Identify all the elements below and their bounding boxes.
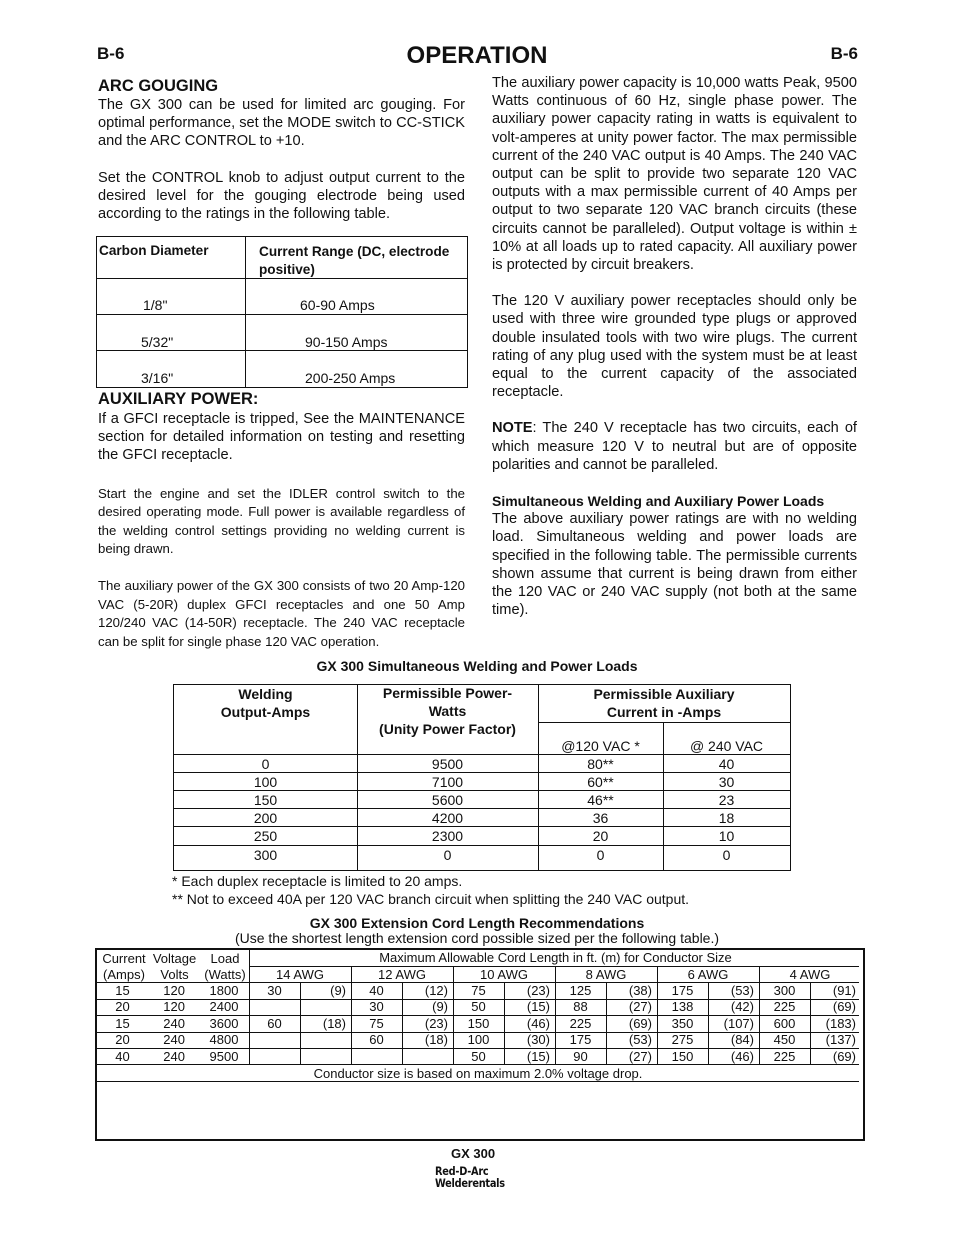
awg-header: 8 AWG <box>585 967 627 982</box>
ext-table-cell: (23) <box>424 1016 448 1031</box>
auxiliary-power-paragraph-3: The auxiliary power of the GX 300 consists of two 20 Amp-120 VAC (5-20R) duplex GFCI receptacles and one 50 Amp 120/240 VAC (14-50R) receptacle. The 240 VAC receptacle can be split for single phase 120 VAC operation. <box>98 577 465 649</box>
extension-cord-table <box>95 948 865 1141</box>
ext-table-cell: 90 <box>573 1049 588 1064</box>
current-header <box>100 951 148 983</box>
power-header-line: Permissible Power- <box>382 685 513 701</box>
ext-table-cell: 275 <box>671 1032 694 1047</box>
header-line: (Watts) <box>204 967 246 982</box>
ext-table-cell: 120 <box>163 999 185 1014</box>
power-header-line: Watts <box>428 703 467 719</box>
right-column <box>492 74 857 619</box>
header-line: Current <box>102 951 146 966</box>
ext-table-cell: 88 <box>573 999 588 1014</box>
power-header <box>357 684 538 738</box>
aux-header-line: Current in -Amps <box>606 704 722 720</box>
ext-table-cell: 300 <box>773 983 796 998</box>
current-120-cell: 60** <box>587 774 614 790</box>
ext-table-cell: (91) <box>832 983 856 998</box>
current-120-cell: 20 <box>592 828 609 844</box>
power-watts-cell: 7100 <box>431 774 464 790</box>
ext-table-cell: (46) <box>730 1049 754 1064</box>
arc-gouging-paragraph-1: The GX 300 can be used for limited arc gouging. For optimal performance, set the MODE switch to CC-STICK and the ARC CONTROL to +10. <box>98 97 465 150</box>
footer-model: GX 300 <box>451 1146 496 1161</box>
ext-table-cell: 40 <box>115 1049 130 1064</box>
auxiliary-power-section <box>98 389 465 651</box>
ext-table-cell: 240 <box>163 1032 185 1047</box>
ext-table-cell: 175 <box>671 983 694 998</box>
ext-table-cell: 240 <box>163 1016 185 1031</box>
current-120-cell: 0 <box>596 847 605 863</box>
power-watts-cell: 9500 <box>431 756 464 772</box>
awg-header: 10 AWG <box>480 967 528 982</box>
ext-table-cell: (15) <box>526 1049 550 1064</box>
ext-table-title: GX 300 Extension Cord Length Recommendations <box>309 915 645 931</box>
arc-gouging-paragraph-2: Set the CONTROL knob to adjust output current to the desired level for the gouging electrode being used according to the ratings in the following table. <box>98 169 465 223</box>
welding-amps-cell: 100 <box>253 774 278 790</box>
ext-table-cell: (46) <box>526 1016 550 1031</box>
ext-table-cell: (38) <box>628 983 652 998</box>
ext-table-cell: 225 <box>773 999 796 1014</box>
power-watts-cell: 0 <box>443 847 452 863</box>
ext-table-cell: 20 <box>115 1032 130 1047</box>
ext-table-cell: (69) <box>832 999 856 1014</box>
ext-table-cell: 175 <box>569 1032 592 1047</box>
ext-table-cell: 30 <box>267 983 282 998</box>
footnote-1: * Each duplex receptacle is limited to 20 amps. <box>172 873 463 889</box>
welding-amps-cell: 150 <box>253 792 278 808</box>
ext-table-cell: 75 <box>369 1016 384 1031</box>
ext-table-cell: (53) <box>730 983 754 998</box>
ext-table-cell: 150 <box>467 1016 490 1031</box>
note-label: NOTE <box>492 420 533 437</box>
current-240-cell: 0 <box>722 847 731 863</box>
ext-table-subtitle: (Use the shortest length extension cord possible sized per the following table.) <box>234 930 720 946</box>
ext-table-cell: 225 <box>569 1016 592 1031</box>
ext-table-cell: 2400 <box>209 999 239 1014</box>
diameter-cell: 1/8" <box>143 297 168 313</box>
ext-table-cell: (107) <box>723 1016 754 1031</box>
ext-table-cell: (18) <box>424 1032 448 1047</box>
current-range-header: Current Range (DC, electrode positive) <box>259 244 450 277</box>
carbon-diameter-header: Carbon Diameter <box>99 243 209 258</box>
arc-gouging-heading: ARC GOUGING <box>98 77 219 95</box>
ext-table-cell: (15) <box>526 999 550 1014</box>
ext-table-cell: 60 <box>267 1016 282 1031</box>
load-header <box>200 951 250 983</box>
aux-current-header <box>538 685 790 721</box>
carbon-diameter-table <box>96 236 468 388</box>
ext-table-cell: (69) <box>628 1016 652 1031</box>
auxiliary-power-paragraph-2: Start the engine and set the IDLER control switch to the desired operating mode. Full power is available regardless of the welding control settings providing no welding current is being drawn. <box>98 485 465 557</box>
max-length-header: Maximum Allowable Cord Length in ft. (m) for Conductor Size <box>379 950 732 965</box>
diameter-cell: 5/32" <box>141 334 174 350</box>
current-240-cell: 23 <box>718 792 735 808</box>
ext-table-cell: 138 <box>671 999 694 1014</box>
ext-table-cell: 120 <box>163 983 185 998</box>
header-line: (Amps) <box>103 967 145 982</box>
ext-table-cell: 15 <box>115 1016 130 1031</box>
ext-table-cell: 15 <box>115 983 130 998</box>
ext-table-cell: (183) <box>825 1016 856 1031</box>
ext-table-cell: (84) <box>730 1032 754 1047</box>
ext-table-cell: (27) <box>628 999 652 1014</box>
range-cell: 60-90 Amps <box>300 297 375 313</box>
ext-table-cell: 100 <box>467 1032 490 1047</box>
sim-table-title: GX 300 Simultaneous Welding and Power Loads <box>316 658 638 674</box>
ext-table-cell: 125 <box>569 983 592 998</box>
page-number-left: B-6 <box>97 44 125 63</box>
ext-table-cell: 75 <box>471 983 486 998</box>
red-d-arc-logo <box>435 1165 505 1189</box>
ext-table-cell: 240 <box>163 1049 185 1064</box>
auxiliary-power-heading: AUXILIARY POWER: <box>98 390 259 408</box>
current-240-cell: 30 <box>718 774 735 790</box>
ext-table-cell: (18) <box>322 1016 346 1031</box>
ext-table-cell: 3600 <box>209 1016 239 1031</box>
logo-line-2: Welderentals <box>435 1176 505 1190</box>
ext-table-cell: 1800 <box>209 983 239 998</box>
simultaneous-paragraph: The above auxiliary power ratings are with no welding load. Simultaneous welding and power loads are specified in the following table. The permissible currents shown assume that current is being drawn from either the 120 VAC or 240 VAC supply (not both at the same time). <box>492 511 857 619</box>
ext-table-cell: (137) <box>825 1032 856 1047</box>
ext-table-cell: 20 <box>115 999 130 1014</box>
current-120-cell: 46** <box>587 792 614 808</box>
aux-header-line: Permissible Auxiliary <box>593 686 735 702</box>
footnote-2: ** Not to exceed 40A per 120 VAC branch circuit when splitting the 240 VAC output. <box>172 891 690 907</box>
ext-footnote: Conductor size is based on maximum 2.0% voltage drop. <box>313 1066 643 1081</box>
ext-table-cell: 450 <box>773 1032 796 1047</box>
ext-table-cell: (42) <box>730 999 754 1014</box>
ext-table-cell: (12) <box>424 983 448 998</box>
ext-table-cell: (23) <box>526 983 550 998</box>
range-cell: 200-250 Amps <box>305 370 396 386</box>
ext-table-cell: 40 <box>369 983 384 998</box>
note-paragraph <box>492 419 857 474</box>
row-divider <box>538 722 790 723</box>
ext-table-cell: (53) <box>628 1032 652 1047</box>
current-240-cell: 40 <box>718 756 735 772</box>
ext-table-cell: 600 <box>773 1016 796 1031</box>
ext-table-cell: 30 <box>369 999 384 1014</box>
diameter-cell: 3/16" <box>141 370 174 386</box>
current-120-cell: 80** <box>587 756 614 772</box>
simultaneous-loads-table <box>173 684 791 871</box>
current-240-cell: 10 <box>718 828 735 844</box>
simultaneous-heading: Simultaneous Welding and Auxiliary Power Loads <box>492 493 825 510</box>
power-watts-cell: 5600 <box>431 792 464 808</box>
current-240-cell: 18 <box>718 810 735 826</box>
capacity-paragraph: The auxiliary power capacity is 10,000 watts Peak, 9500 Watts continuous of 60 Hz, single phase power. The auxiliary power capacity rating in watts is equivalent to volt-amperes at unity power factor. The max permissible current of the 240 VAC output is 40 Amps. The 240 VAC output can be split to provide two separate 120 VAC outputs with a max permissible current of 40 Amps per output to two separate 120 VAC branch circuits (these circuits cannot be paralleled). Output voltage is within ± 10% at all loads up to rated capacity. All auxiliary power is protected by circuit breakers. <box>492 75 857 274</box>
ext-table-cell: 50 <box>471 999 486 1014</box>
welding-amps-cell: 0 <box>261 756 270 772</box>
ext-table-cell: (9) <box>432 999 448 1014</box>
ext-table-cell: (27) <box>628 1049 652 1064</box>
page-title: OPERATION <box>406 42 548 69</box>
awg-header: 12 AWG <box>378 967 426 982</box>
receptacles-paragraph: The 120 V auxiliary power receptacles should only be used with three wire grounded type plugs or approved double insulated tools with two wire plugs. The current rating of any plug used with the system must be at least equal to the current capacity of the associated receptacle. <box>492 293 857 401</box>
awg-header: 14 AWG <box>276 967 324 982</box>
ext-table-cell: (69) <box>832 1049 856 1064</box>
voltage-header <box>149 951 200 983</box>
ext-table-cell: (9) <box>330 983 346 998</box>
current-120-cell: 36 <box>592 810 609 826</box>
ext-table-cell: 225 <box>773 1049 796 1064</box>
welding-amps-cell: 250 <box>253 828 278 844</box>
header-240vac: @ 240 VAC <box>689 738 764 754</box>
awg-header: 6 AWG <box>687 967 729 982</box>
welding-amps-cell: 200 <box>253 810 278 826</box>
ext-table-cell: 60 <box>369 1032 384 1047</box>
welding-header-line: Welding <box>238 686 293 702</box>
power-header-line: (Unity Power Factor) <box>379 721 516 737</box>
ext-table-cell: 350 <box>671 1016 694 1031</box>
welding-header-line: Output-Amps <box>220 704 311 720</box>
welding-amps-cell: 300 <box>253 847 278 863</box>
auxiliary-power-paragraph-1: If a GFCI receptacle is tripped, See the MAINTENANCE section for detailed information on testing and resetting the GFCI receptacle. <box>98 411 465 464</box>
logo-line-1: Red-D-Arc <box>435 1164 489 1178</box>
ext-table-cell: 4800 <box>209 1032 239 1047</box>
header-line: Voltage <box>152 951 197 966</box>
ext-table-cell: 150 <box>671 1049 694 1064</box>
ext-table-cell: 9500 <box>209 1049 239 1064</box>
range-cell: 90-150 Amps <box>305 334 388 350</box>
welding-header <box>174 685 357 721</box>
header-line: Volts <box>160 967 189 982</box>
sim-table-notes <box>172 872 689 908</box>
page-number-right: B-6 <box>830 44 858 63</box>
ext-table-cell: 50 <box>471 1049 486 1064</box>
power-watts-cell: 4200 <box>431 810 464 826</box>
power-watts-cell: 2300 <box>431 828 464 844</box>
header-line: Load <box>210 951 240 966</box>
awg-header: 4 AWG <box>789 967 831 982</box>
header-120vac: @120 VAC * <box>561 738 640 754</box>
note-text: : The 240 V receptacle has two circuits, each of which measure 120 V to neutral but are of opposite polarities and cannot be paralleled. <box>492 420 857 473</box>
arc-gouging-section <box>98 76 465 223</box>
ext-table-cell: (30) <box>526 1032 550 1047</box>
